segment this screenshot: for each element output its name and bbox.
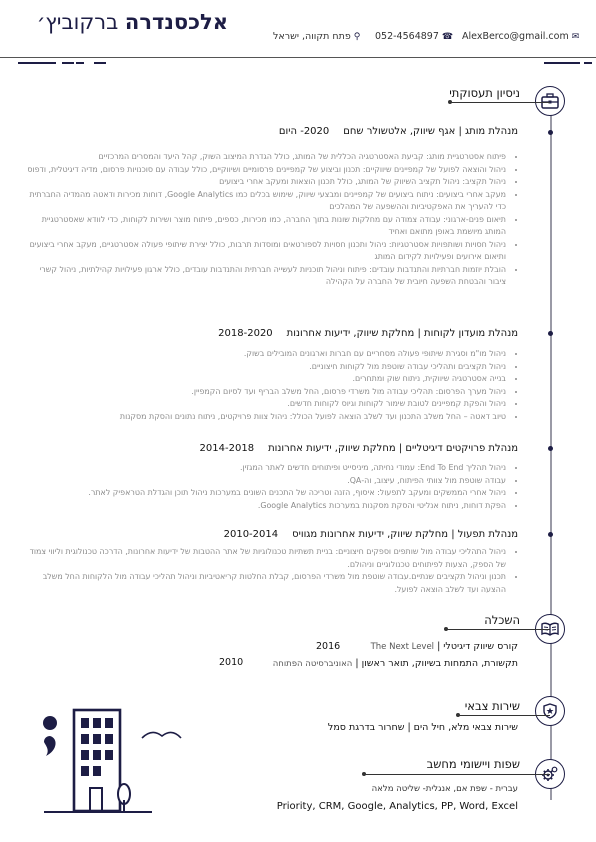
timeline-node: [548, 446, 553, 451]
education-year-1: 2016: [316, 641, 341, 652]
computer-skills: Priority, CRM, Google, Analytics, PP, Word, Excel: [276, 801, 518, 812]
job-title-1: [279, 126, 518, 137]
job-bullets-4: [24, 546, 518, 596]
list-item: • פיתוח אסטרטגיית מותג: קביעת האסטרטגיה הכללית של המותג, כולל הגדרת המיצוב השוק, קהל היעד והמסרים המרכזיים: [24, 151, 506, 164]
job-role: מנהלת תפעול | מחלקת שיווק, ידיעות אחרונות מגוויס: [292, 529, 518, 540]
job-role: מנהלת מותג | אגף שיווק, אלטשולר שחם: [343, 126, 518, 137]
job-role: מנהלת פרויקטים דיגיטליים | מחלקת שיווק, ידיעות אחרונות: [268, 443, 518, 454]
phone-text[interactable]: 052-4564897: [375, 31, 439, 42]
institution: האוניברסיטה הפתוחה: [272, 659, 353, 669]
list-item: • בנייה אסטרטגיה שיווקית, ניתוח שוק ומתחרים.: [24, 373, 506, 386]
list-item: • ניהול והוצאה לפועל של קמפיינים שיווקיים: תכנון וביצוע של קמפיינים פרסומיים ושיווקיים, כולל עבודה עם סוכנויות פרסום, מדיה דיגיטלית, ודפוס: [24, 164, 506, 177]
section-underline-dot: [456, 713, 460, 717]
education-item-2: תקשורת, התמחות בשיווק, תואר ראשון | האוניברסיטה הפתוחה: [272, 658, 518, 669]
building-illustration-icon: [40, 706, 190, 818]
list-item: • מעקב אחרי ביצועים: ניתוח ביצועים של קמפיינים ומבצעי שיווק, שימוש בכלים כמו Google Analytics, דוחות מכירות ודאטה מהמדיה החברתית כדי להעריך את האפקטיביות וההשפעה של המהלכים: [24, 189, 506, 214]
header-dash: [18, 62, 56, 64]
location-pin-icon: ⚲: [353, 31, 361, 42]
job-years: 2018-2020: [218, 328, 273, 339]
list-item: • עבודה שוטפת מול צוותי הפיתוח, עיצוב, וה-QA.: [24, 475, 506, 488]
job-title-2: [218, 328, 518, 339]
section-underline-dot: [362, 772, 366, 776]
phone-icon: ☎: [441, 31, 454, 42]
degree-name: קורס שיווק דיגיטלי: [443, 641, 518, 652]
section-title-military: שירות צבאי: [464, 699, 520, 713]
list-item: • הובלת יוזמות חברתיות והתנדבות עובדים: פיתוח וניהול תוכניות לעשייה חברתית והתנדבות עובדים, כולל ארגון פעילויות קהילתיות, ניהול קשרי ציבור והבטחת השפעה חיובית של החברה על הקהילה: [24, 264, 506, 289]
degree-name: תקשורת, התמחות בשיווק, תואר ראשון: [361, 658, 518, 669]
institution: The Next Level: [370, 642, 435, 652]
list-item: • הפקת דוחות, ניתוח אנליטי והסקת מסקנות במערכות Google Analytics.: [24, 500, 506, 513]
location-contact: [273, 31, 360, 42]
email-icon: ✉: [571, 31, 580, 42]
section-underline: [450, 102, 550, 103]
section-underline-dot: [448, 100, 452, 104]
header-dash: [94, 62, 106, 64]
header-divider: [0, 57, 596, 58]
header-dash: [544, 62, 580, 64]
section-underline: [446, 629, 550, 630]
timeline-node: [548, 130, 553, 135]
header-dash: [76, 62, 84, 64]
list-item: • ניהול אחרי הממשקים ומעקב לתפעול: איסוף, הזנה וטריכה של התכנים השונים במערכות ניהול תוכן והגדלת הטראפיק לאתר.: [24, 487, 506, 500]
job-role: מנהלת מועדון לקוחות | מחלקת שיווק, ידיעות אחרונות: [286, 328, 518, 339]
education-year-2: 2010: [219, 657, 244, 668]
header-dash: [584, 62, 592, 64]
list-item: • ניהול חסויות ושותפויות אסטרטגיות: ניהול ותכנון חסויות לספורטאים ומוסדות תרבות, כולל יצירת שיתופי פעולה אסטרטגיים, מעקב אחרי ביצועים ותיאום אירועים ופעילויות לקידום המותג: [24, 239, 506, 264]
phone-contact[interactable]: [375, 31, 453, 42]
section-underline: [458, 715, 550, 716]
job-bullets-3: [24, 462, 518, 512]
header-dash: [62, 62, 74, 64]
timeline-node: [548, 532, 553, 537]
section-title-languages: שפות ויישומי מחשב: [426, 757, 520, 771]
timeline-node: [548, 331, 553, 336]
job-years: 2020- היום: [278, 126, 330, 137]
email-text[interactable]: AlexBerco@gmail.com: [462, 31, 569, 42]
list-item: • ניהול תקציבים ותהליכי עבודה שוטפת מול לקוחות חיצוניים.: [24, 361, 506, 374]
job-years: 2014-2018: [199, 443, 255, 454]
job-title-3: [200, 443, 518, 454]
briefcase-icon: [535, 86, 565, 116]
job-bullets-1: [24, 151, 518, 289]
list-item: • ניהול מערך הפרסום: תהליכי עבודה מול משרדי פרסום, החל משלב הבריף ועד לסיום הקמפיין.: [24, 386, 506, 399]
military-service: שירות צבאי מלא, חיל הים | שחרור בדרגת סמל: [327, 722, 518, 733]
email-contact[interactable]: [462, 31, 579, 42]
list-item: • ניהול והפקת קמפיינים לטובת שימור לקוחות וגיוס לקוחות חדשים.: [24, 398, 506, 411]
section-underline: [364, 774, 550, 775]
location-text: פתח תקווה, ישראל: [273, 31, 351, 42]
list-item: • טיוב דאטה – החל משלב התכנון ועד לשלב הוצאה לפועל הכולל: ניהול צוות פרויקטים, ניתוח נתונים והסקת מסקנות: [24, 411, 506, 424]
list-item: • תכנון וניהול תקציבים שנתיים.עבודה שוטפת מול משרדי הפרסום, קבלת החלטות קריאטיביות וניהול תהליכי עבודה מול הלקוחות החל משלב ההצעה ועד לשלב הוצאה לפועל.: [24, 571, 506, 596]
list-item: • ניהול מו"מ וסגירת שיתופי פעולה מסחריים עם חברות וארגונים המובילים בשוק.: [24, 348, 506, 361]
last-name: ברקוביץ׳: [36, 10, 119, 34]
section-underline-dot: [444, 627, 448, 631]
list-item: • תיאום פנים-ארגוני: עבודה צמודה עם מחלקות שונות בתוך החברה, כמו מכירות, כספים, פיתוח מוצר ושירות לקוחות, כדי לוודא שאסטרטגיית המותג מיושמת באופן מתואם ואחיד: [24, 214, 506, 239]
list-item: • ניהול תהליך End To End: עמודי נחיתה, מיניסייט ופיתוחים חדשים לאתר המגזין.: [24, 462, 506, 475]
section-title-experience: ניסיון תעסוקתי: [449, 86, 520, 100]
first-name: אלכסנדרה: [124, 10, 228, 34]
military-badge-icon: [535, 696, 565, 726]
list-item: • ניהול התהליכי עבודה מול שותפים וספקים חיצוניים: בניית תשתיות טכנולוגיות של אתר ההטבות של ידיעות אחרונות, הדרכה טכנולוגית וליווי צמוד של הספק, הצעות לפיתוחים טכנולוגיים וניהולם.: [24, 546, 506, 571]
job-bullets-2: [24, 348, 518, 423]
list-item: • ניהול תקציב: ניהול תקציב השיווק של המותג, כולל תכנון הוצאות ומעקב אחרי ביצועים: [24, 176, 506, 189]
job-title-4: [224, 529, 518, 540]
candidate-name: [18, 10, 228, 34]
section-title-education: השכלה: [484, 613, 520, 627]
education-item-1: קורס שיווק דיגיטלי | The Next Level: [370, 641, 518, 652]
languages-text: עברית - שפת אם, אנגלית- שליטה מלאה: [371, 784, 518, 794]
job-years: 2010-2014: [223, 529, 279, 540]
